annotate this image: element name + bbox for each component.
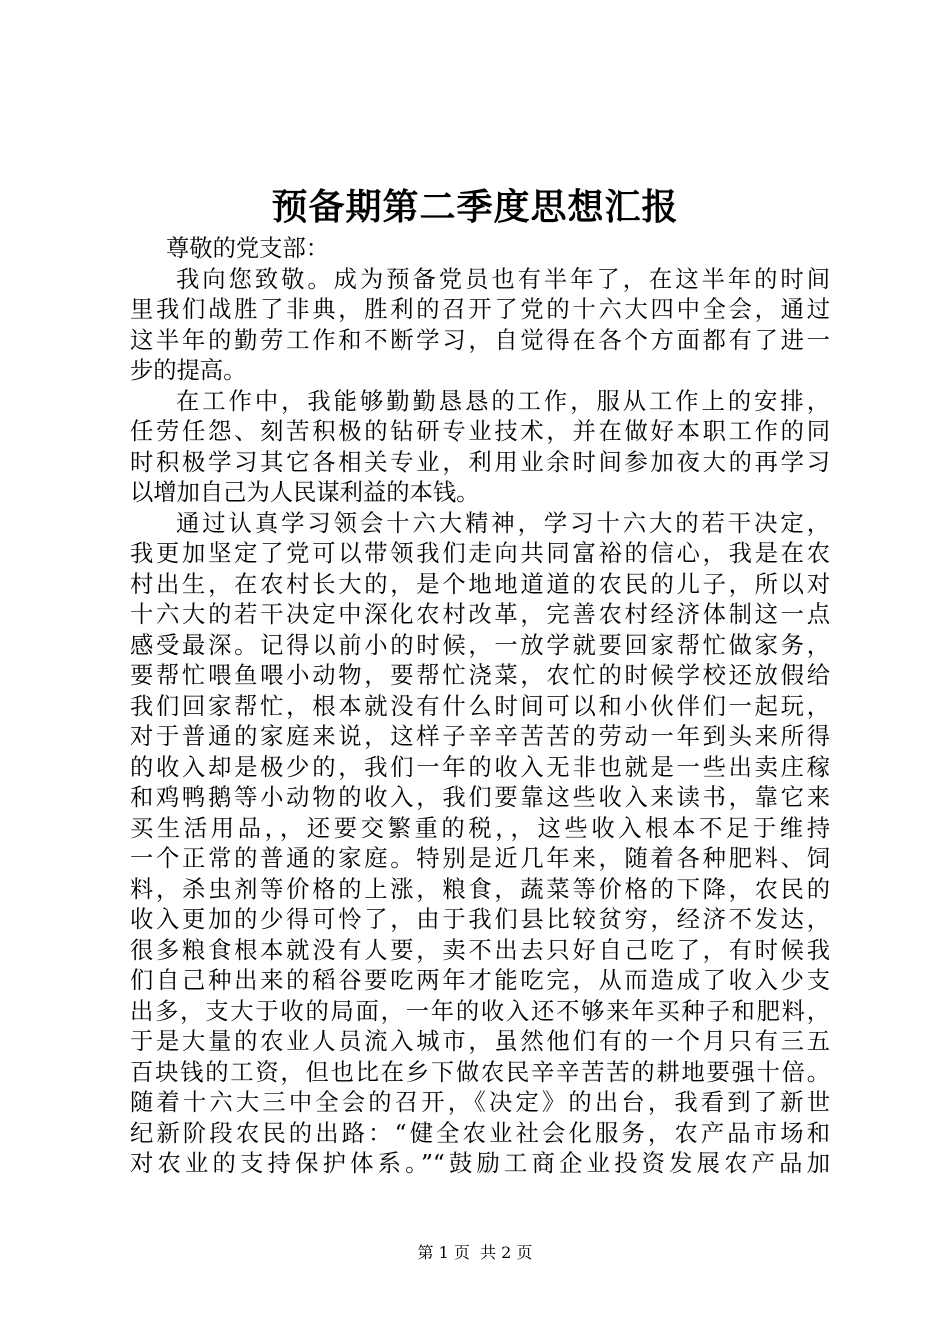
text-line: 和鸡鸭鹅等小动物的收入，我们要靠这些收入来读书，靠它来 — [130, 784, 830, 811]
paragraph — [130, 509, 830, 1180]
text-line: 在工作中，我能够勤勤恳恳的工作，服从工作上的安排， — [176, 387, 830, 415]
text-line: 一个正常的普通的家庭。特别是近几年来，随着各种肥料、饲 — [130, 845, 830, 872]
text-line: 出多，支大于收的局面，一年的收入还不够来年买种子和肥料， — [130, 997, 830, 1025]
text-line: 对于普通的家庭来说，这样子辛辛苦苦的劳动一年到头来所得 — [130, 723, 830, 750]
text-line: 我向您致敬。成为预备党员也有半年了，在这半年的时间 — [176, 265, 830, 293]
page-number: 第 1 页 共 2 页 — [417, 1243, 533, 1262]
text-line: 们自己种出来的稻谷要吃两年才能吃完，从而造成了收入少支 — [130, 967, 830, 994]
text-line: 要帮忙喂鱼喂小动物，要帮忙浇菜，农忙的时候学校还放假给 — [130, 662, 830, 689]
text-line: 纪新阶段农民的出路：“健全农业社会化服务，农产品市场和 — [130, 1119, 830, 1147]
text-line: 这半年的勤劳工作和不断学习，自觉得在各个方面都有了进一 — [130, 326, 830, 354]
text-line: 我们回家帮忙，根本就没有什么时间可以和小伙伴们一起玩， — [130, 692, 830, 720]
text-line: 百块钱的工资，但也比在乡下做农民辛辛苦苦的耕地要强十倍。 — [130, 1058, 830, 1086]
text-line: 感受最深。记得以前小的时候，一放学就要回家帮忙做家务， — [130, 631, 830, 659]
text-line: 的收入却是极少的，我们一年的收入无非也就是一些出卖庄稼 — [130, 753, 830, 781]
text-line: 十六大的若干决定中深化农村改革，完善农村经济体制这一点 — [130, 601, 830, 628]
text-line: 收入更加的少得可怜了，由于我们县比较贫穷，经济不发达， — [130, 906, 830, 933]
paragraph — [130, 387, 830, 509]
text-line: 对农业的支持保护体系。”“鼓励工商企业投资发展农产品加 — [130, 1150, 830, 1177]
text-line: 买生活用品，，还要交繁重的税，，这些收入根本不足于维持 — [130, 814, 830, 842]
page-footer — [0, 1242, 950, 1264]
text-line: 通过认真学习领会十六大精神，学习十六大的若干决定， — [176, 509, 830, 537]
paragraph — [130, 265, 830, 387]
text-line: 于是大量的农业人员流入城市，虽然他们有的一个月只有三五 — [130, 1028, 830, 1055]
text-line: 以增加自己为人民谋利益的本钱。 — [130, 479, 480, 506]
text-line: 料，杀虫剂等价格的上涨，粮食，蔬菜等价格的下降，农民的 — [130, 875, 830, 903]
text-line: 步的提高。 — [130, 357, 247, 384]
document-body — [130, 234, 830, 1180]
text-line: 任劳任怨、刻苦积极的钻研专业技术，并在做好本职工作的同 — [130, 418, 830, 445]
salutation: 尊敬的党支部： — [166, 235, 330, 262]
text-line: 村出生，在农村长大的，是个地地道道的农民的儿子，所以对 — [130, 570, 830, 598]
text-line: 时积极学习其它各相关专业，利用业余时间参加夜大的再学习 — [130, 448, 830, 476]
text-line: 我更加坚定了党可以带领我们走向共同富裕的信心，我是在农 — [130, 540, 830, 567]
text-line: 里我们战胜了非典，胜利的召开了党的十六大四中全会，通过 — [130, 296, 830, 323]
text-line: 随着十六大三中全会的召开，《决定》的出台，我看到了新世 — [130, 1089, 830, 1116]
text-line: 很多粮食根本就没有人要，卖不出去只好自己吃了，有时候我 — [130, 936, 830, 964]
document-title: 预备期第二季度思想汇报 — [271, 186, 679, 228]
